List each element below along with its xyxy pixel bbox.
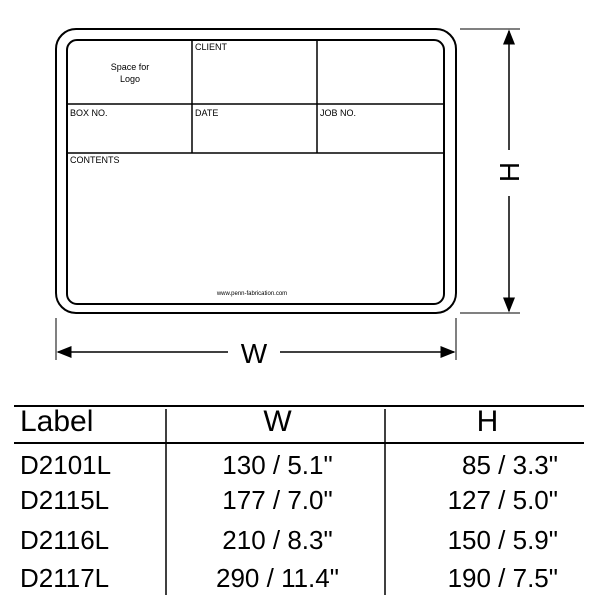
table-row-label: D2115L (20, 485, 110, 515)
table-row-label: D2116L (20, 525, 110, 555)
field-job-no-label: JOB NO. (320, 108, 357, 118)
table-row-label: D2101L (20, 450, 112, 480)
table-header-width: W (263, 405, 292, 438)
field-contents-label: CONTENTS (70, 155, 120, 165)
table-row-width: 130 / 5.1" (222, 450, 333, 480)
table-row-width: 210 / 8.3" (222, 525, 333, 555)
table-row-width: 177 / 7.0" (222, 485, 333, 515)
logo-placeholder-line1: Space for (110, 62, 150, 72)
field-client-label: CLIENT (195, 42, 228, 52)
table-row-height: 85 / 3.3" (462, 450, 558, 480)
width-dimension-label: W (240, 338, 268, 369)
table-row-height: 190 / 7.5" (447, 563, 558, 593)
table-row-height: 127 / 5.0" (447, 485, 558, 515)
field-box-no-label: BOX NO. (70, 108, 108, 118)
table-header-label: Label (20, 405, 94, 438)
field-date-label: DATE (195, 108, 219, 118)
table-row-height: 150 / 5.9" (447, 525, 558, 555)
footer-url: www.penn-fabrication.com (216, 291, 288, 297)
table-row-label: D2117L (20, 563, 110, 593)
logo-placeholder-line2: Logo (119, 74, 141, 84)
table-header-height: H (476, 405, 499, 438)
height-dimension-label: H (494, 161, 525, 183)
table-row-width: 290 / 11.4" (216, 563, 339, 593)
